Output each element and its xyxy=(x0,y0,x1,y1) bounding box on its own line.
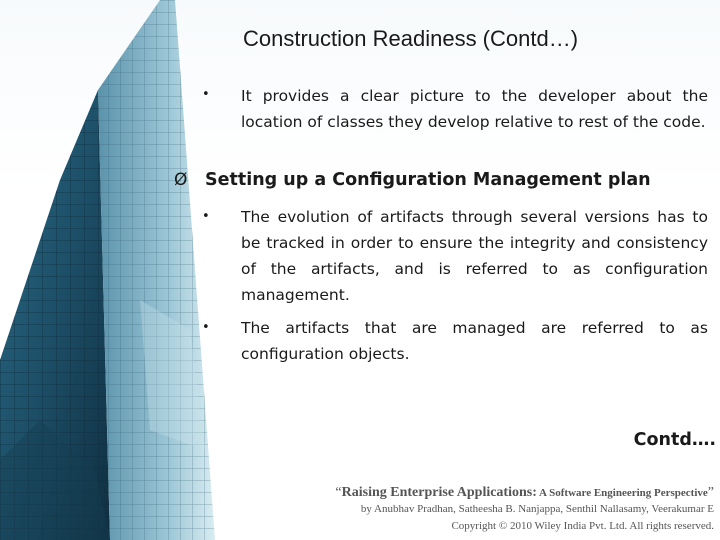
footer-authors: by Anubhav Pradhan, Satheesha B. Nanjappa, Senthil Nallasamy, Veerakumar E xyxy=(360,503,714,515)
bullet-dot: • xyxy=(202,209,210,224)
slide-title: Construction Readiness (Contd…) xyxy=(243,26,579,51)
bullet-dot: • xyxy=(202,320,210,335)
sub-bullet-text: The artifacts that are managed are referred to as configuration objects. xyxy=(241,319,708,363)
footer-copyright: Copyright © 2010 Wiley India Pvt. Ltd. All rights reserved. xyxy=(451,520,714,532)
bullet-dot: • xyxy=(202,87,210,102)
contd-label: Contd…. xyxy=(633,430,716,450)
sub-bullet-text: The evolution of artifacts through several versions has to be tracked in order to ensure the integrity and consistency of the artifacts, and is referred to as configuration management. xyxy=(241,208,708,304)
section-heading: Setting up a Configuration Management plan xyxy=(205,170,651,190)
skyscraper-image xyxy=(0,0,230,540)
intro-bullet-text: It provides a clear picture to the developer about the location of classes they develop relative to rest of the code. xyxy=(241,87,708,131)
footer-citation xyxy=(335,485,714,535)
footer-book-title: “Raising Enterprise Applications: A Software Engineering Perspective” xyxy=(335,485,714,500)
arrow-bullet-icon: Ø xyxy=(174,170,188,190)
